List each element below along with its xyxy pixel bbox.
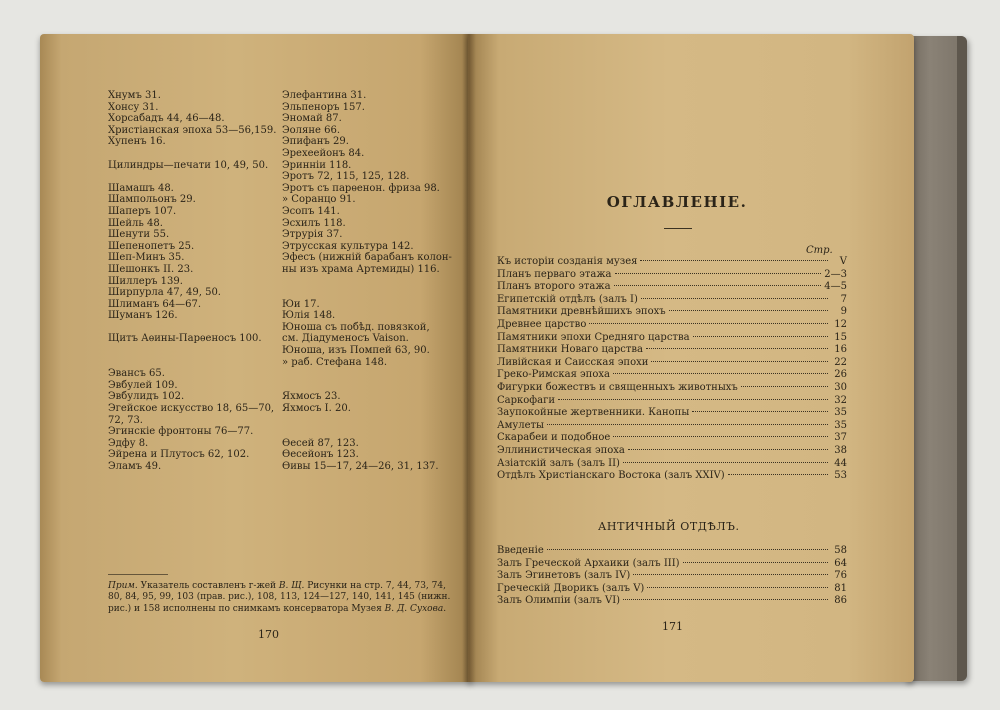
toc-entry[interactable] [497, 281, 847, 294]
index-entry: Щитъ Аѳины-Парѳеносъ 100. [108, 333, 262, 345]
toc-entry-page: 15 [834, 331, 847, 343]
toc-entry-title: Амулеты [497, 419, 544, 431]
toc-entry-page: 44 [834, 457, 847, 469]
toc-entry-page: 76 [834, 570, 847, 582]
toc-entry[interactable] [497, 458, 847, 471]
toc-entry-title: Египетскій отдѣлъ (залъ I) [497, 293, 638, 305]
index-entry: Шейль 48. [108, 217, 163, 229]
toc-page-column-header: Стр. [806, 245, 833, 256]
toc-list [497, 256, 847, 483]
toc-entry-title: Памятники Новаго царства [497, 344, 644, 356]
toc-entry-title: Фигурки божествъ и священныхъ животныхъ [497, 381, 738, 393]
index-entry: Юи 17. [282, 298, 320, 310]
footnote-text [108, 581, 453, 615]
index-entry: Хорсабадъ 44, 46—48. [108, 113, 225, 125]
toc-entry[interactable] [497, 344, 847, 357]
toc-entry-page: 86 [834, 595, 847, 607]
toc-leader-dots [741, 386, 828, 387]
toc-leader-dots [547, 549, 828, 550]
toc-entry-title: Отдѣлъ Христіанскаго Востока (залъ XXIV) [497, 470, 725, 482]
index-entry: Цилиндры—печати 10, 49, 50. [108, 159, 269, 171]
index-entry: Эномай 87. [282, 113, 342, 125]
index-entry: Эвансъ 65. [108, 368, 165, 380]
toc-leader-dots [558, 399, 828, 400]
toc-entry[interactable] [497, 432, 847, 445]
index-entry: Эльпеноръ 157. [282, 101, 365, 113]
book-back-cover [905, 36, 967, 681]
index-entry: Юлія 148. [282, 310, 336, 322]
toc-leader-dots [628, 449, 828, 450]
section-title: АНТИЧНЫЙ ОТДѢЛЪ. [598, 520, 740, 533]
toc-leader-dots [615, 273, 822, 274]
toc-leader-dots [589, 323, 828, 324]
footnote [108, 574, 453, 615]
index-entry: Шамашъ 48. [108, 182, 174, 194]
toc-entry[interactable] [497, 294, 847, 307]
toc-entry-page: 37 [834, 432, 847, 444]
toc-entry-page: 2—3 [824, 268, 847, 280]
index-entry: Этрурія 37. [282, 229, 343, 241]
toc-entry-page: 7 [840, 293, 847, 305]
toc-entry-page: 4—5 [824, 281, 847, 293]
toc-entry-title: Памятники древнѣйшихъ эпохъ [497, 306, 666, 318]
index-entry: Эгинскіе фронтоны 76—77. [108, 426, 254, 438]
toc-leader-dots [613, 373, 828, 374]
toc-entry[interactable] [497, 256, 847, 269]
toc-entry[interactable] [497, 319, 847, 332]
toc-entry-title: Залъ Олимпіи (залъ VI) [497, 595, 621, 607]
index-entry: Шуманъ 126. [108, 310, 178, 322]
toc-entry-page: 53 [834, 470, 847, 482]
index-entry: » раб. Стефана 148. [282, 356, 387, 368]
toc-entry-title: Древнее царство [497, 318, 587, 330]
index-spacer [282, 368, 457, 380]
toc-entry-page: 81 [834, 582, 847, 594]
index-entry: Эротъ 72, 115, 125, 128. [282, 171, 410, 183]
index-entry: Эдфу 8. [108, 437, 149, 449]
toc-entry[interactable] [497, 570, 847, 583]
toc-entry[interactable] [497, 545, 847, 558]
index-entry: Ѳесейонъ 123. [282, 449, 359, 461]
index-entry: Эсхилъ 118. [282, 217, 346, 229]
index-entry: Эрехеейонъ 84. [282, 147, 365, 159]
index-spacer [282, 426, 457, 438]
toc-entry[interactable] [497, 395, 847, 408]
index-entry: ны изъ храма Артемиды) 116. [282, 263, 440, 275]
index-entry: Шлиманъ 64—67. [108, 298, 202, 310]
toc-entry-page: 32 [834, 394, 847, 406]
toc-section-list [497, 545, 847, 608]
index-entry: Эламъ 49. [108, 461, 162, 472]
toc-leader-dots [613, 436, 828, 437]
index-entry: см. Діадуменосъ Vaison. [282, 333, 409, 345]
toc-entry-page: 30 [834, 381, 847, 393]
toc-leader-dots [683, 562, 828, 563]
toc-entry-title: Введеніе [497, 545, 544, 556]
index-entry: Эвбулей 109. [108, 379, 178, 391]
index-column-right [282, 90, 457, 473]
index-spacer [108, 322, 273, 334]
footnote-author: В. Щ. [278, 581, 305, 591]
index-entry: Элефантина 31. [282, 90, 367, 101]
index-entry: Хупенъ 16. [108, 136, 166, 148]
toc-entry[interactable] [497, 470, 847, 483]
page-number-right: 171 [662, 620, 683, 633]
toc-entry[interactable] [497, 595, 847, 608]
toc-entry-title: Греческій Дворикъ (залъ V) [497, 582, 645, 594]
toc-leader-dots [693, 336, 828, 337]
index-spacer [282, 415, 457, 427]
index-entry: Эринніи 118. [282, 159, 352, 171]
toc-leader-dots [728, 474, 828, 475]
index-entry: Шампольонъ 29. [108, 194, 196, 206]
book-cover-edge [957, 36, 967, 681]
index-entry: Хонсу 31. [108, 101, 159, 113]
index-column-left [108, 90, 277, 473]
toc-entry-page: 26 [834, 369, 847, 381]
toc-entry-title: Скарабеи и подобное [497, 432, 611, 444]
book-gutter [462, 34, 476, 682]
toc-entry-title: Саркофаги [497, 394, 555, 406]
toc-leader-dots [647, 587, 828, 588]
index-entry: Христіанская эпоха 53—56,159. [108, 124, 277, 136]
toc-entry[interactable] [497, 420, 847, 433]
footnote-conservator: В. Д. Сухова. [384, 603, 447, 614]
toc-entry-title: Памятники эпохи Средняго царства [497, 331, 690, 343]
index-entry: Яхмосъ I. 20. [282, 403, 351, 415]
toc-entry-page: 35 [834, 407, 847, 419]
toc-entry[interactable] [497, 369, 847, 382]
index-entry: Этрусская культура 142. [282, 240, 414, 252]
toc-leader-dots [669, 310, 828, 311]
toc-entry-title: Греко-Римская эпоха [497, 369, 610, 381]
index-spacer [282, 380, 457, 392]
toc-entry-page: 35 [834, 419, 847, 431]
toc-entry-page: 64 [834, 557, 847, 569]
index-spacer [108, 357, 273, 369]
toc-entry-title: Эллинистическая эпоха [497, 444, 625, 456]
index-entry: Яхмосъ 23. [282, 391, 341, 403]
toc-entry-title: Азіатскій залъ (залъ II) [497, 457, 620, 469]
index-entry: Ѳесей 87, 123. [282, 437, 359, 449]
toc-leader-dots [623, 462, 828, 463]
index-entry: Ширпурла 47, 49, 50. [108, 287, 221, 299]
toc-leader-dots [614, 285, 822, 286]
index-spacer [108, 345, 273, 357]
index-spacer [282, 287, 457, 299]
toc-title-rule [664, 228, 692, 229]
index-entry: Шенути 55. [108, 229, 170, 241]
index-entry: » Соранцо 91. [282, 194, 356, 206]
index-entry: Эйрена и Плутосъ 62, 102. [108, 449, 250, 461]
index-entry: Эсопъ 141. [282, 205, 340, 217]
toc-entry-title: Залъ Эгинетовъ (залъ IV) [497, 570, 631, 582]
toc-leader-dots [633, 574, 828, 575]
page-number-left: 170 [258, 628, 279, 641]
toc-entry-title: Планъ перваго этажа [497, 268, 612, 280]
toc-entry-page: 9 [840, 306, 847, 318]
toc-leader-dots [651, 361, 828, 362]
toc-entry-page: 16 [834, 344, 847, 356]
index-entry: Эоляне 66. [282, 124, 340, 136]
index-entry: Эвбулидъ 102. [108, 391, 185, 403]
footnote-label: Прим. [108, 581, 138, 591]
toc-entry-title: Ливійская и Саисская эпохи [497, 356, 649, 368]
index-entry: Шиллеръ 139. [108, 275, 183, 287]
footnote-rule [108, 574, 168, 575]
index-spacer [108, 171, 273, 183]
toc-entry-page: 22 [834, 356, 847, 368]
toc-entry-page: V [839, 256, 847, 267]
toc-leader-dots [640, 260, 828, 261]
index-entry: Ѳивы 15—17, 24—26, 31, 137. [282, 461, 439, 472]
index-entry: Хнумъ 31. [108, 90, 161, 101]
toc-entry-page: 12 [834, 318, 847, 330]
footnote-body: Указатель составленъ г-жей [137, 581, 279, 591]
index-entry: Шешонкъ II. 23. [108, 263, 194, 275]
index-entry: Шепенопетъ 25. [108, 240, 195, 252]
toc-entry[interactable] [497, 269, 847, 282]
index-entry: Эротъ съ парѳенон. фриза 98. [282, 182, 440, 194]
index-spacer [108, 148, 273, 160]
toc-entry-page: 58 [834, 545, 847, 556]
toc-entry[interactable] [497, 445, 847, 458]
toc-entry-title: Заупокойные жертвенники. Канопы [497, 407, 690, 419]
index-entry: Эгейское искусство 18, 65—70, [108, 403, 275, 415]
toc-entry-title: Планъ второго этажа [497, 281, 611, 293]
toc-entry[interactable] [497, 332, 847, 345]
toc-entry[interactable] [497, 357, 847, 370]
toc-entry[interactable] [497, 583, 847, 596]
toc-title: ОГЛАВЛЕНІЕ. [606, 193, 748, 211]
toc-entry-page: 38 [834, 444, 847, 456]
index-entry: Шаперъ 107. [108, 205, 177, 217]
toc-leader-dots [646, 348, 828, 349]
index-spacer [282, 276, 457, 288]
toc-entry-title: Къ исторіи созданія музея [497, 256, 638, 267]
toc-entry[interactable] [497, 382, 847, 395]
index-entry: Юноша, изъ Помпей 63, 90. [282, 345, 430, 357]
index-entry: Эпифанъ 29. [282, 136, 349, 148]
footnote-body-2: Рисунки на стр. 7, 44, 73, 74, 80, 84, 95, 99, 103 (прав. рис.), 108, 113, 124—127, 140, 141, 145 (нижн. рис.) и 158 исполнены по снимкамъ консерватора Музея [108, 581, 451, 614]
toc-entry[interactable] [497, 306, 847, 319]
index-entry: Шеп-Минъ 35. [108, 252, 185, 264]
toc-entry[interactable] [497, 558, 847, 571]
index-entry: Эфесъ (нижній барабанъ колон- [282, 252, 452, 264]
toc-leader-dots [692, 411, 828, 412]
toc-leader-dots [641, 298, 828, 299]
index-entry: Юноша съ побѣд. повязкой, [282, 321, 430, 333]
toc-entry[interactable] [497, 407, 847, 420]
index-entry: 72, 73. [108, 414, 143, 426]
toc-leader-dots [623, 599, 828, 600]
toc-entry-title: Залъ Греческой Архаики (залъ III) [497, 557, 680, 569]
toc-leader-dots [547, 424, 828, 425]
